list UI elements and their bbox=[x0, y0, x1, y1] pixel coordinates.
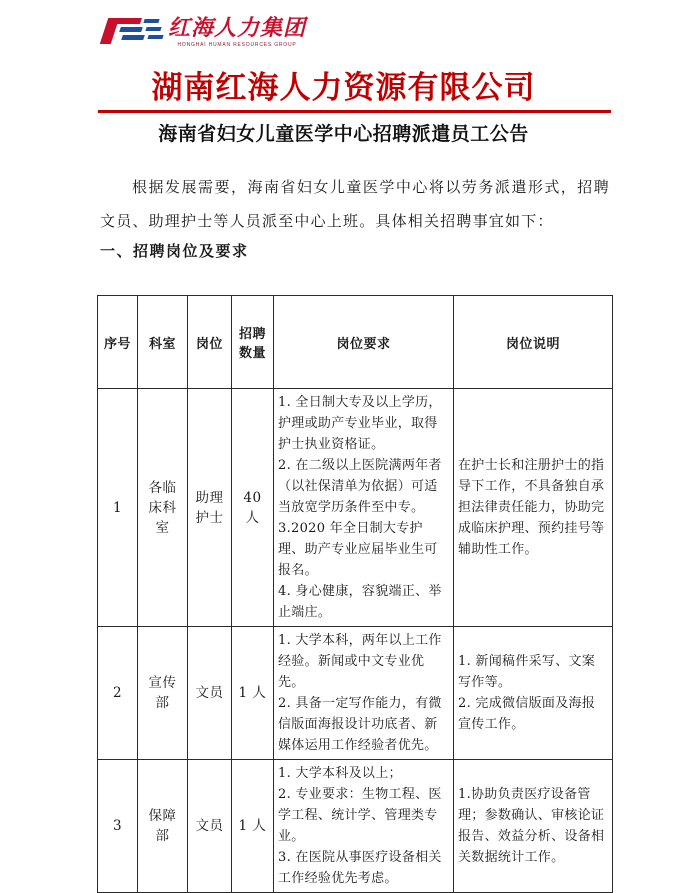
cell-requirements: 1. 大学本科及以上； 2. 专业要求：生物工程、医学工程、统计学、管理类专业。 3. 在医院从事医疗设备相关工作经验优先考虑。 bbox=[274, 760, 454, 893]
cell-requirements: 1. 大学本科，两年以上工作经验。新闻或中文专业优先。 2. 具备一定写作能力，有微信版面海报设计功底者、新媒体运用工作经验者优先。 bbox=[274, 627, 454, 760]
cell-count: 1 人 bbox=[232, 627, 274, 760]
cell-post: 文员 bbox=[188, 627, 232, 760]
table-row bbox=[98, 627, 613, 760]
company-logo bbox=[100, 14, 306, 48]
table-row bbox=[98, 389, 613, 627]
column-header-requirements: 岗位要求 bbox=[274, 296, 454, 389]
page-title: 湖南红海人力资源有限公司 bbox=[151, 70, 536, 106]
jobs-table-wrapper bbox=[97, 295, 612, 893]
page-subtitle: 海南省妇女儿童医学中心招聘派遣员工公告 bbox=[158, 123, 529, 145]
cell-requirements: 1. 全日制大专及以上学历，护理或助产专业毕业，取得护士执业资格证。 2. 在二级以上医院满两年者（以社保清单为依据）可适当放宽学历条件至中专。 3.2020 年全日制大专护理、助产专业应届毕业生可报名。 4. 身心健康，容貌端正、举止端庄。 bbox=[274, 389, 454, 627]
cell-dept: 各临床科室 bbox=[138, 389, 188, 627]
column-header-count: 招聘数量 bbox=[232, 296, 274, 389]
cell-dept: 宣传部 bbox=[138, 627, 188, 760]
cell-count: 40 人 bbox=[232, 389, 274, 627]
intro-paragraph: 根据发展需要，海南省妇女儿童医学中心将以劳务派遣形式，招聘文员、助理护士等人员派至中心上班。具体相关招聘事宜如下： bbox=[100, 178, 610, 230]
cell-post: 助理护士 bbox=[188, 389, 232, 627]
column-header-description: 岗位说明 bbox=[454, 296, 613, 389]
logo-company-name-cn: 红海人力集团 bbox=[168, 15, 307, 41]
cell-no: 3 bbox=[98, 760, 138, 893]
logo-company-name-en: HONGHAI HUMAN RESOURCES GROUP bbox=[177, 42, 297, 48]
cell-description: 1.协助负责医疗设备管理；参数确认、审核论证报告、效益分析、设备相关数据统计工作。 bbox=[454, 760, 613, 893]
cell-description: 在护士长和注册护士的指导下工作，不具备独自承担法律责任能力，协助完成临床护理、预约挂号等辅助性工作。 bbox=[454, 389, 613, 627]
cell-count: 1 人 bbox=[232, 760, 274, 893]
column-header-dept: 科室 bbox=[138, 296, 188, 389]
section-heading-positions: 一、招聘岗位及要求 bbox=[100, 242, 249, 260]
table-header-row bbox=[98, 296, 613, 389]
cell-post: 文员 bbox=[188, 760, 232, 893]
logo-wave-mark bbox=[100, 14, 162, 48]
column-header-no: 序号 bbox=[98, 296, 138, 389]
column-header-post: 岗位 bbox=[188, 296, 232, 389]
cell-no: 2 bbox=[98, 627, 138, 760]
cell-dept: 保障部 bbox=[138, 760, 188, 893]
cell-description: 1. 新闻稿件采写、文案写作等。 2. 完成微信版面及海报宣传工作。 bbox=[454, 627, 613, 760]
cell-no: 1 bbox=[98, 389, 138, 627]
table-row bbox=[98, 760, 613, 893]
jobs-table bbox=[97, 295, 613, 893]
title-divider bbox=[98, 110, 611, 113]
